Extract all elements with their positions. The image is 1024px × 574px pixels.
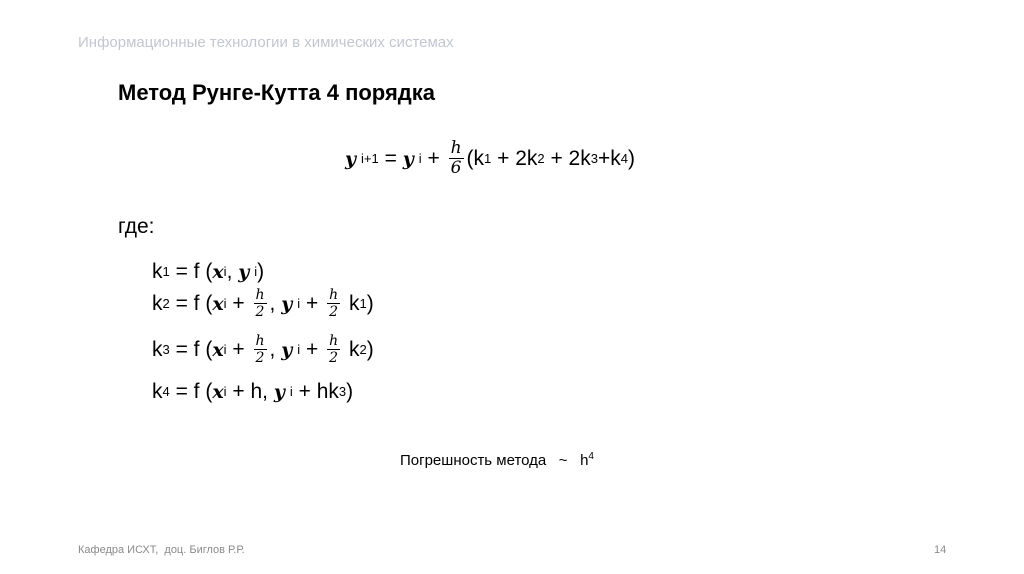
slide-header: Информационные технологии в химических системах	[78, 34, 454, 51]
error-order: Погрешность метода ~ $h^4$	[400, 451, 594, 469]
where-label: где:	[118, 215, 155, 238]
k2-equation: k 2 = f ( 𝒙 i + $\frac{\text{ℎ}}{2}$ , 𝒚 i + $\frac{\text{ℎ}}{2}$ k 1 )	[152, 287, 374, 320]
slide-title: Метод Рунге-Кутта 4 порядка	[118, 80, 436, 105]
main-equation: 𝒚 i+1 = 𝒚 i + $\frac{\text{ℎ}}{6}$ (k 1 + 2k 2 + 2k 3 +k 4 )	[345, 138, 635, 178]
k1-equation: k 1 = f ( 𝒙 i , 𝒚 i )	[152, 260, 265, 283]
k4-equation: k 4 = f ( 𝒙 i + h, 𝒚 i + hk 3 )	[152, 380, 354, 403]
page-number: 14	[934, 544, 947, 556]
footer-author: Кафедра ИСХТ, доц. Биглов Р.Р.	[78, 544, 245, 556]
fraction-h-over-6: $\frac{\text{ℎ}}{6}$	[450, 138, 462, 178]
k3-equation: k 3 = f ( 𝒙 i + $\frac{\text{ℎ}}{2}$ , 𝒚 i + $\frac{\text{ℎ}}{2}$ k 2 )	[152, 333, 374, 366]
y-symbol: 𝒚	[345, 147, 357, 170]
